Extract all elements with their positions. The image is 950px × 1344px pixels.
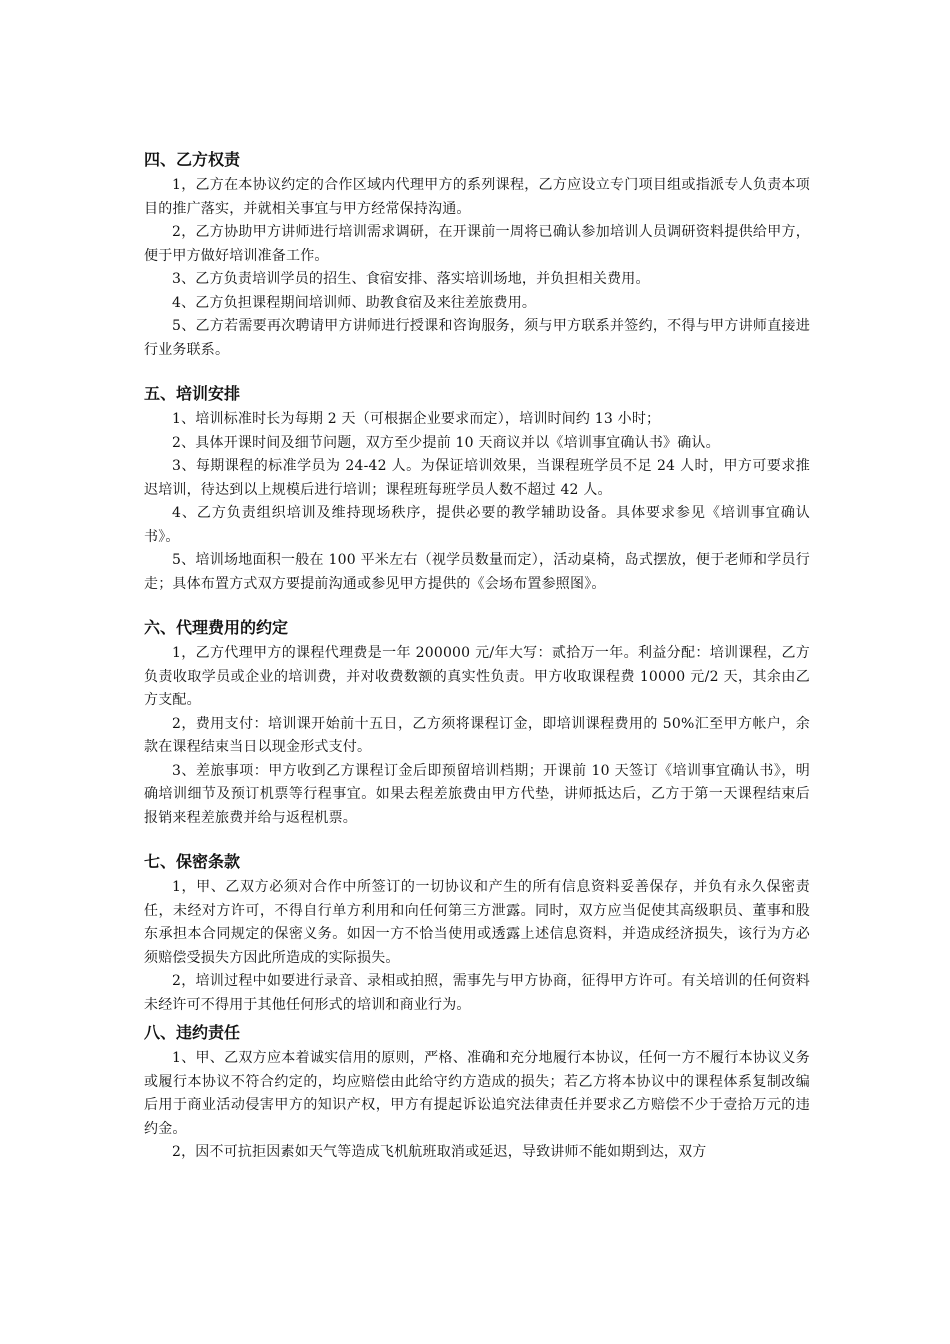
paragraph: 5、培训场地面积一般在 100 平米左右（视学员数量而定），活动桌椅，岛式摆放，便于老师和学员行走；具体布置方式双方要提前沟通或参见甲方提供的《会场布置参照图》。 [144, 552, 810, 592]
section-heading: 六、代理费用的约定 [144, 618, 289, 637]
paragraph: 2，费用支付：培训课开始前十五日，乙方须将课程订金，即培训课程费用的 50%汇至甲方帐户，余款在课程结束当日以现金形式支付。 [144, 715, 810, 755]
section-agency-fees [144, 616, 810, 830]
section-confidentiality [144, 850, 810, 1017]
section-party-b-duties [144, 148, 810, 362]
section-heading: 五、培训安排 [144, 384, 241, 403]
paragraph: 2，乙方协助甲方讲师进行培训需求调研，在开课前一周将已确认参加培训人员调研资料提供给甲方，便于甲方做好培训准备工作。 [144, 224, 810, 264]
document-body [144, 148, 810, 1165]
section-heading: 七、保密条款 [144, 852, 241, 871]
paragraph: 1，甲、乙双方必须对合作中所签订的一切协议和产生的所有信息资料妥善保存，并负有永久保密责任，未经对方许可，不得自行单方利用和向任何第三方泄露。同时，双方应当促使其高级职员、董事和股东承担本合同规定的保密义务。如因一方不恰当使用或透露上述信息资料，并造成经济损失，该行为方必须赔偿受损失方因此所造成的实际损失。 [144, 879, 810, 966]
paragraph: 1、甲、乙双方应本着诚实信用的原则，严格、准确和充分地履行本协议，任何一方不履行本协议义务或履行本协议不符合约定的，均应赔偿由此给守约方造成的损失；若乙方将本协议中的课程体系复制改编后用于商业活动侵害甲方的知识产权，甲方有提起诉讼追究法律责任并要求乙方赔偿不少于壹拾万元的违约金。 [144, 1050, 810, 1137]
section-heading: 四、乙方权责 [144, 150, 241, 169]
section-breach-liability [144, 1021, 810, 1165]
paragraph: 1，乙方在本协议约定的合作区域内代理甲方的系列课程，乙方应设立专门项目组或指派专人负责本项目的推广落实，并就相关事宜与甲方经常保持沟通。 [144, 177, 810, 217]
paragraph: 2、具体开课时间及细节问题，双方至少提前 10 天商议并以《培训事宜确认书》确认。 [172, 434, 720, 451]
paragraph: 1、培训标准时长为每期 2 天（可根据企业要求而定），培训时间约 13 小时； [172, 411, 661, 427]
paragraph: 3、乙方负责培训学员的招生、食宿安排、落实培训场地，并负担相关费用。 [172, 271, 650, 287]
paragraph: 3、每期课程的标准学员为 24-42 人。为保证培训效果，当课程班学员不足 24 人时，甲方可要求推迟培训，待达到以上规模后进行培训；课程班每班学员人数不超过 42 人。 [144, 458, 810, 498]
section-heading: 八、违约责任 [144, 1023, 241, 1042]
paragraph: 1，乙方代理甲方的课程代理费是一年 200000 元/年大写：贰拾万一年。利益分配：培训课程，乙方负责收取学员或企业的培训费，并对收费数额的真实性负责。甲方收取课程费 10000 元/2 天，其余由乙方支配。 [144, 645, 810, 708]
paragraph: 2，因不可抗拒因素如天气等造成飞机航班取消或延迟，导致讲师不能如期到达，双方 [172, 1144, 707, 1160]
paragraph: 4、乙方负责组织培训及维持现场秩序，提供必要的教学辅助设备。具体要求参见《培训事宜确认书》。 [144, 505, 810, 545]
paragraph: 5、乙方若需要再次聘请甲方讲师进行授课和咨询服务，须与甲方联系并签约，不得与甲方讲师直接进行业务联系。 [144, 318, 810, 358]
paragraph: 2，培训过程中如要进行录音、录相或拍照，需事先与甲方协商，征得甲方许可。有关培训的任何资料未经许可不得用于其他任何形式的培训和商业行为。 [144, 973, 810, 1013]
section-training-arrangement [144, 382, 810, 596]
paragraph: 4、乙方负担课程期间培训师、助教食宿及来往差旅费用。 [172, 294, 537, 311]
paragraph: 3、差旅事项：甲方收到乙方课程订金后即预留培训档期；开课前 10 天签订《培训事宜确认书》，明确培训细节及预订机票等行程事宜。如果去程差旅费由甲方代垫，讲师抵达后，乙方于第一天课程结束后报销来程差旅费并给与返程机票。 [144, 762, 810, 826]
